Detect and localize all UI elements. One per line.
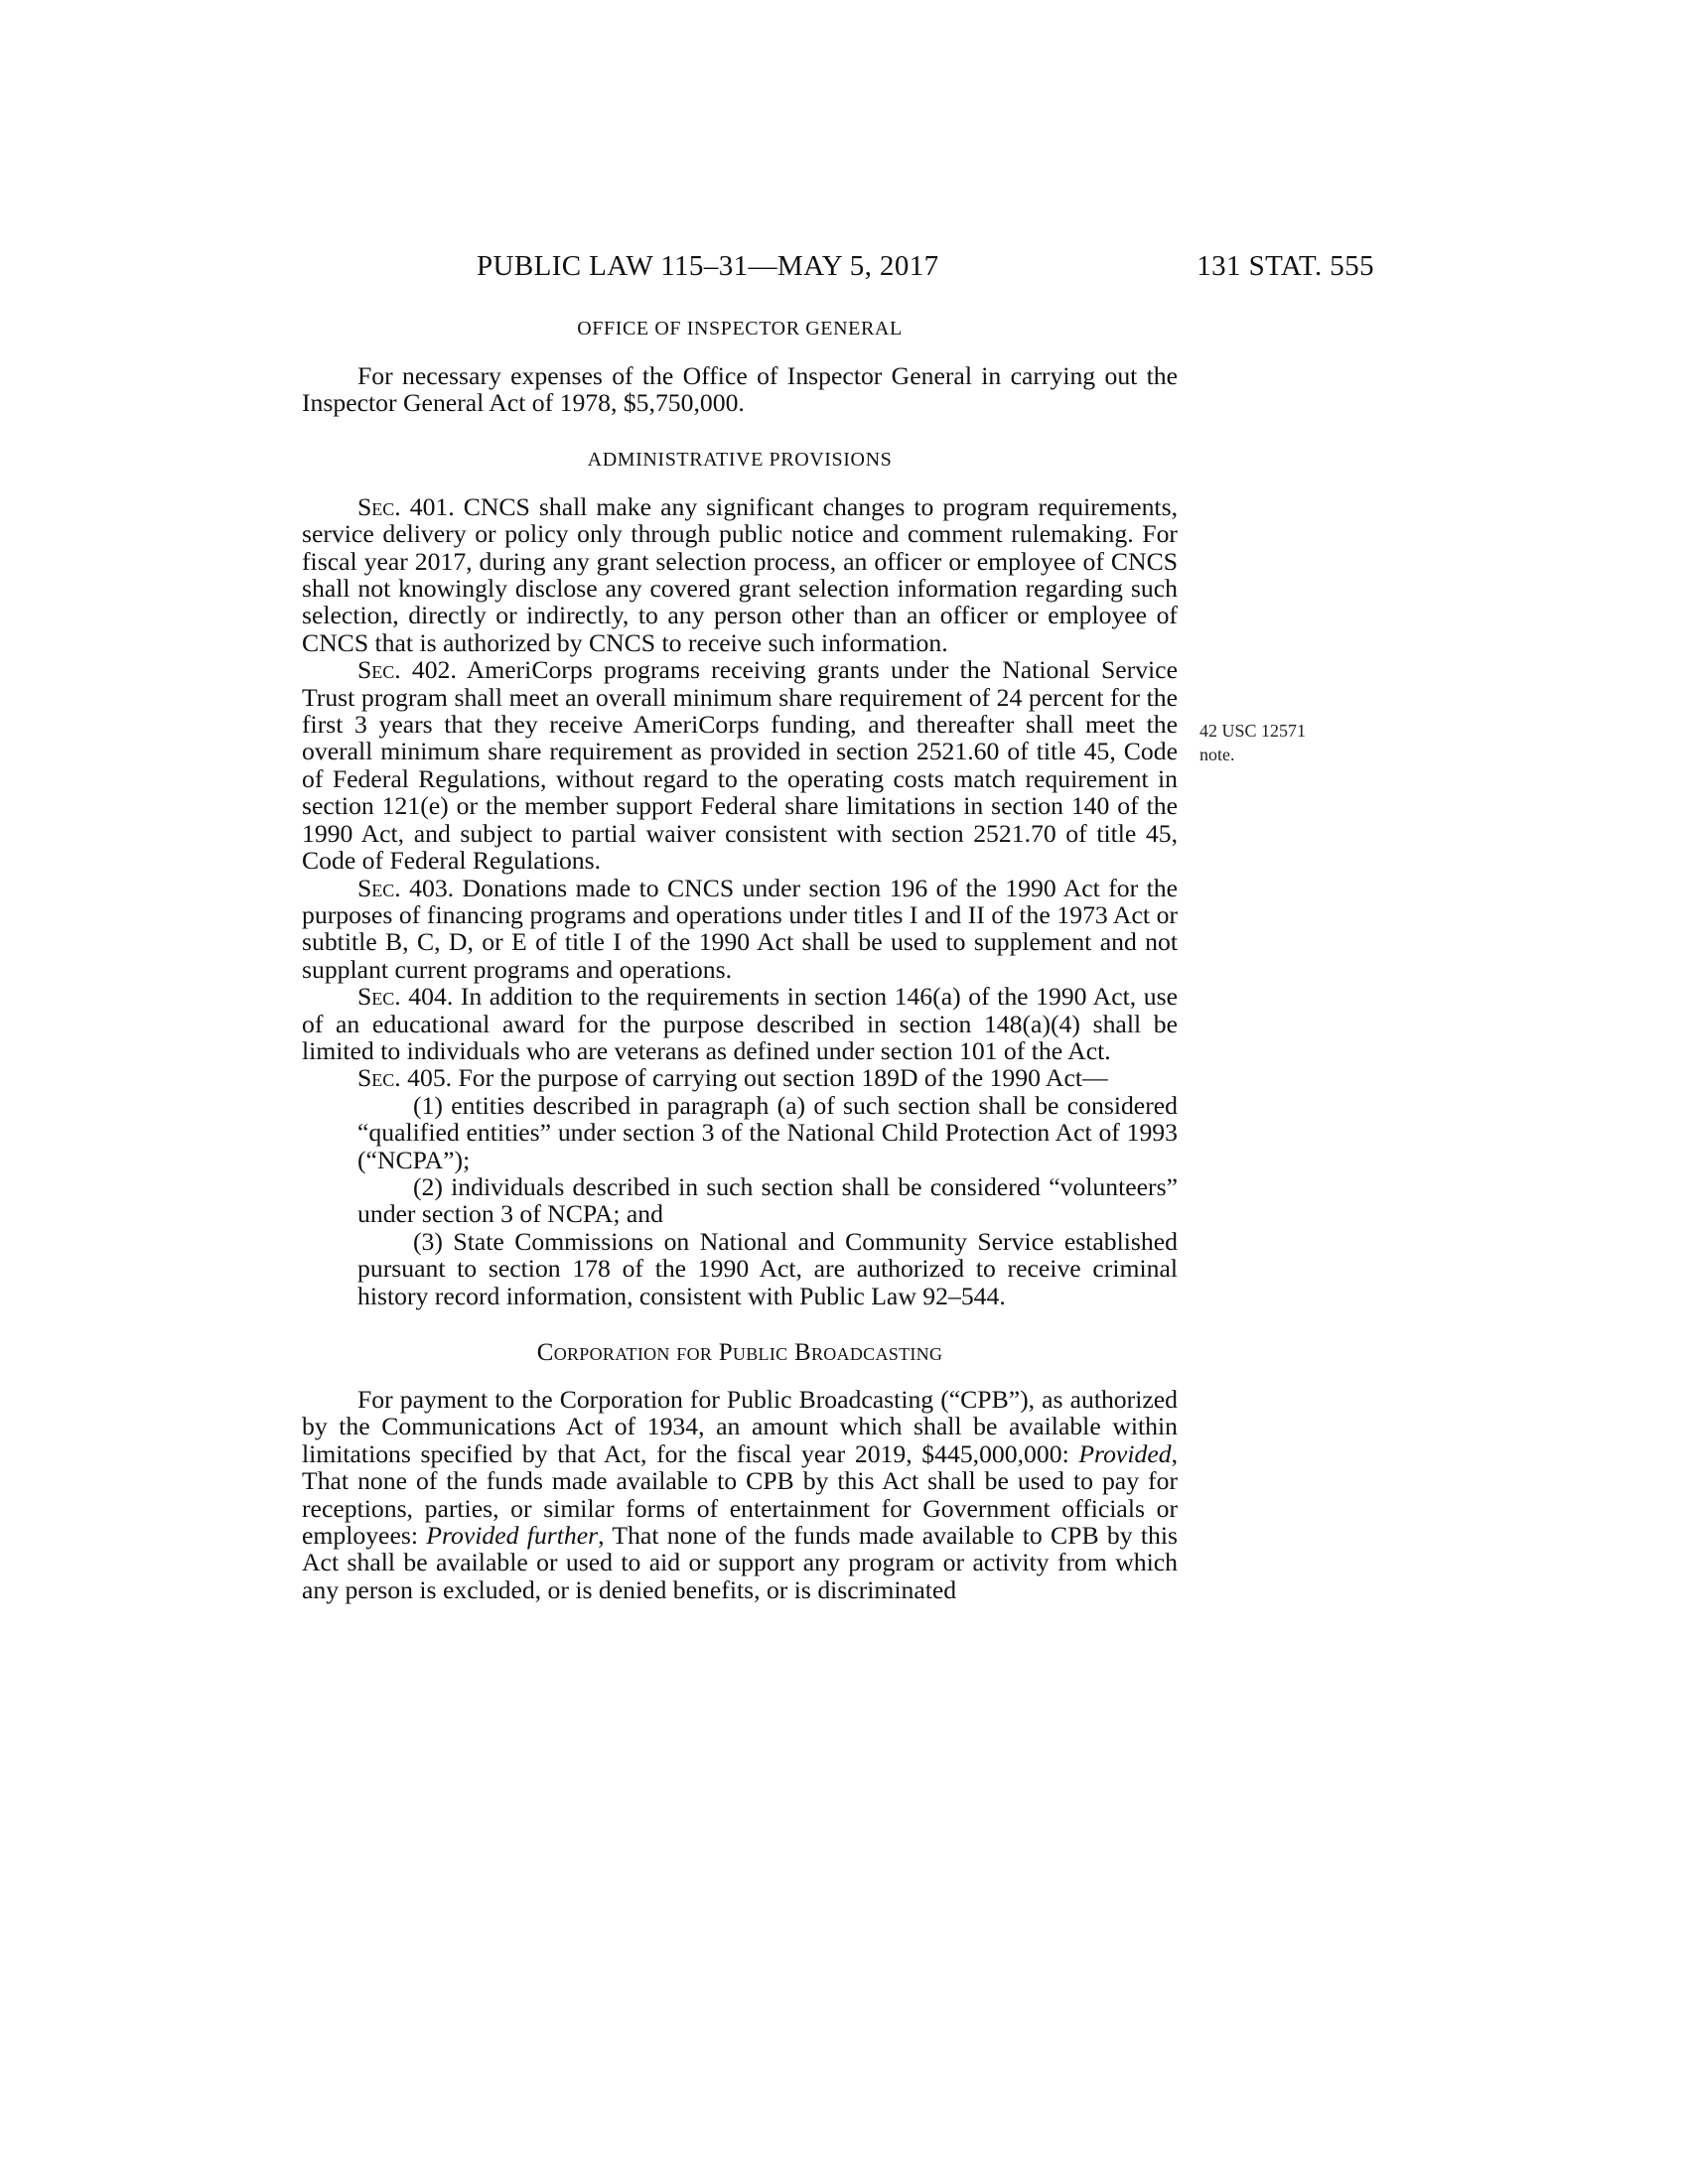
cpb-text-b: , That none of the funds made available to CPB by this Act shall be used to pay for receptions, parties, or similar forms of entertainment for Government officials or employees: <box>302 1438 1178 1551</box>
margin-note-label: note. <box>1199 745 1235 764</box>
section-404-label: Sec. 404. <box>357 982 454 1012</box>
section-401-label: Sec. 401. <box>357 491 455 521</box>
section-402-text: AmeriCorps programs receiving grants under the National Service Trust program shall meet an overall minimum share requirement of 24 percent for the first 3 years that they receive AmeriCorps funding, and thereafter shall meet the overall minimum share requirement as provided in section 2521.60 of title 45, Code of Federal Regulations, without regard to the operating costs match requirement in section 121(e) or the member support Federal share limitations in section 140 of the 1990 Act, and subject to partial waiver consistent with section 2521.70 of title 45, Code of Federal Regulations. <box>302 655 1178 876</box>
cpb-text-a: For payment to the Corporation for Public Broadcasting (“CPB”), as authorized by the Communications Act of 1934, an amount which shall be available within limitations specified by that Act, for the fiscal year 2019, $445,000,000: <box>302 1385 1178 1468</box>
section-404 <box>302 983 1178 1064</box>
section-404-text: In addition to the requirements in section 146(a) of the 1990 Act, use of an educational award for the purpose described in section 148(a)(4) shall be limited to individuals who are veterans as defined under section 101 of the Act. <box>302 982 1179 1065</box>
section-405-item-2: (2) individuals described in such section shall be considered “volunteers” under section 3 of NCPA; and <box>357 1171 1178 1229</box>
page-header <box>477 250 1374 290</box>
section-403-label: Sec. 403. <box>357 873 455 902</box>
section-405 <box>302 1064 1178 1091</box>
cpb-heading: Corporation for Public Broadcasting <box>536 1339 943 1366</box>
section-405-item-1: (1) entities described in paragraph (a) of such section shall be considered “qualified entities” under section 3 of the National Child Protection Act of 1993 (“NCPA”); <box>357 1090 1178 1174</box>
section-403-text: Donations made to CNCS under section 196 of the 1990 Act for the purposes of financing programs and operations under titles I and II of the 1973 Act or subtitle B, C, D, or E of title I of the 1990 Act shall be used to supplement and not supplant current programs and operations. <box>302 873 1178 984</box>
section-405-item-3: (3) State Commissions on National and Community Service established pursuant to section 178 of the 1990 Act, are authorized to receive criminal history record information, consistent with Public Law 92–544. <box>357 1226 1178 1310</box>
cpb-proviso-1: Provided <box>1078 1438 1172 1468</box>
document-body <box>302 316 1178 1603</box>
section-405-text: For the purpose of carrying out section 189D of the 1990 Act— <box>452 1063 1108 1093</box>
oig-paragraph: For necessary expenses of the Office of Inspector General in carrying out the Inspector General Act of 1978, $5,750,000. <box>302 361 1178 418</box>
section-402 <box>302 656 1178 874</box>
margin-note-citation: 42 USC 12571 <box>1199 721 1307 741</box>
margin-note <box>1199 719 1378 766</box>
cpb-text-c: , That none of the funds made available to CPB by this Act shall be available or used to aid or support any program or activity from which any person is excluded, or is denied benefits, or is discriminated <box>302 1521 1178 1604</box>
section-405-label: Sec. 405. <box>357 1063 453 1093</box>
section-401-text: CNCS shall make any significant changes to program requirements, service delivery or policy only through public notice and comment rulemaking. For fiscal year 2017, during any grant selection process, an officer or employee of CNCS shall not knowingly disclose any covered grant selection information regarding such selection, directly or indirectly, to any person other than an officer or employee of CNCS that is authorized by CNCS to receive such information. <box>302 491 1178 657</box>
oig-heading: OFFICE OF INSPECTOR GENERAL <box>577 318 903 340</box>
running-head: PUBLIC LAW 115–31—MAY 5, 2017 <box>477 250 939 282</box>
statute-citation: 131 STAT. 555 <box>1196 250 1374 282</box>
section-403 <box>302 875 1178 984</box>
cpb-proviso-2: Provided further <box>426 1521 599 1551</box>
section-402-label: Sec. 402. <box>357 655 457 685</box>
cpb-paragraph <box>302 1386 1178 1603</box>
section-405-items <box>357 1092 1178 1309</box>
section-401 <box>302 493 1178 656</box>
admin-provisions-heading: ADMINISTRATIVE PROVISIONS <box>587 448 893 471</box>
